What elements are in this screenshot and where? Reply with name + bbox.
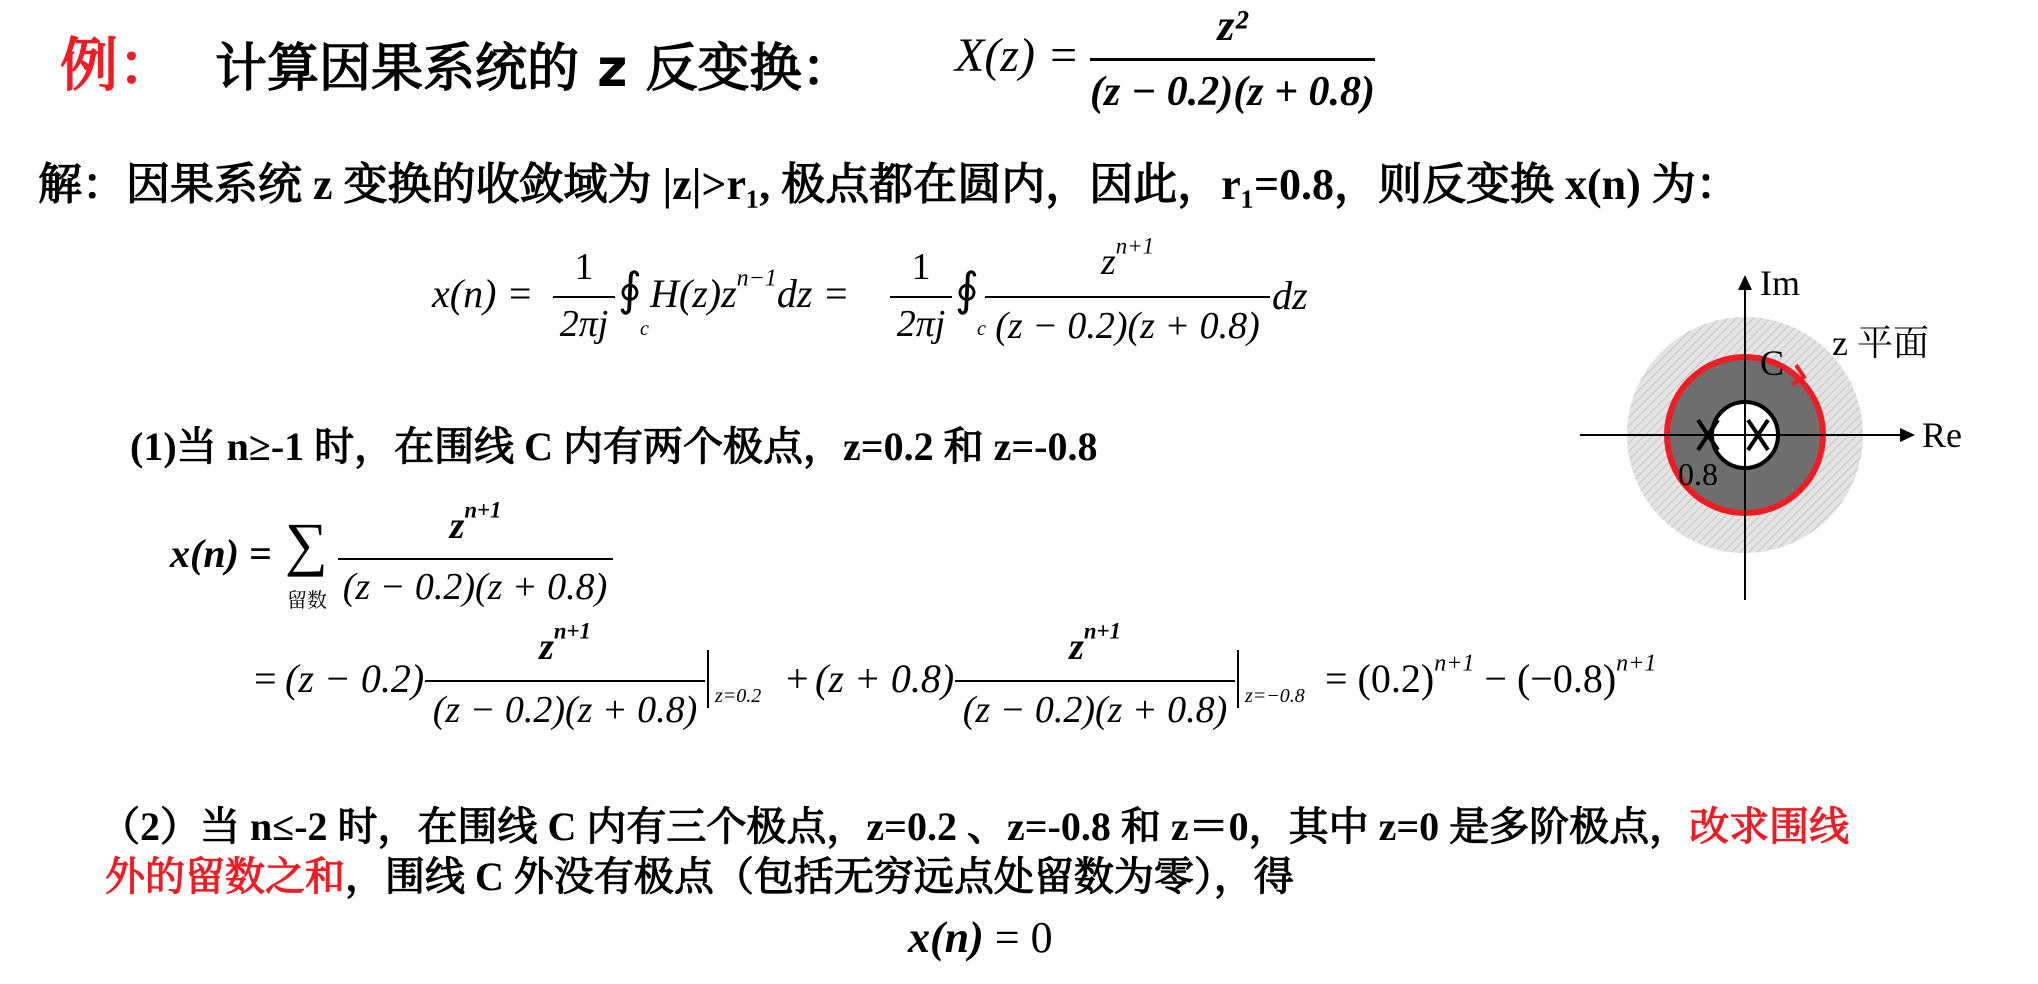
integral-frac1-num: 1: [574, 246, 594, 288]
case2-line2-highlight: 外的留数之和: [105, 854, 345, 899]
contour-label: C: [1760, 343, 1785, 383]
result-prefix: = (0.2): [1325, 656, 1435, 701]
integral-frac3-num-power: n+1: [1115, 233, 1154, 259]
integral-frac1-den: 2πj: [559, 303, 609, 345]
radius-label: 0.8: [1678, 456, 1718, 492]
sigma-symbol: ∑: [285, 511, 328, 577]
contour-integral-symbol-1: ∮: [618, 264, 642, 315]
z-plane-diagram: [1570, 255, 2010, 610]
sum-lhs: x(n) =: [170, 531, 272, 576]
expansion-frac2-num: [955, 618, 1235, 669]
final-result: [908, 912, 1053, 963]
case2-line2-text: ，围线 C 外没有极点（包括无穷远点处留数为零），得: [345, 854, 1294, 899]
integral-frac2-bar: [890, 296, 952, 298]
integral-dz-1: dz =: [776, 271, 850, 316]
expansion-frac1-num-base: z: [539, 626, 554, 668]
header-formula-denominator: (z − 0.2)(z + 0.8): [1089, 69, 1376, 115]
integral-frac3-den: (z − 0.2)(z + 0.8): [995, 305, 1260, 347]
integral-sub-c2: c: [977, 318, 986, 340]
example-label: 例：: [60, 31, 177, 99]
expansion-factor1: (z − 0.2): [285, 656, 425, 701]
re-axis-arrow: [1900, 428, 1915, 442]
sum-frac-den: (z − 0.2)(z + 0.8): [342, 566, 608, 608]
case2-line2: [105, 845, 1294, 902]
result-power-2: n+1: [1616, 650, 1657, 677]
task-title: 计算因果系统的 z 反变换：: [215, 39, 854, 99]
case2-line1: [100, 795, 1849, 852]
result-mid: − (−0.8): [1474, 656, 1617, 701]
result-power-1: n+1: [1434, 650, 1475, 677]
integral-frac2-den: 2πj: [896, 303, 946, 345]
eval-bar-1: [707, 650, 709, 708]
expansion-frac2-den: (z − 0.2)(z + 0.8): [962, 689, 1228, 731]
expansion-frac2-bar: [955, 680, 1235, 682]
integrand-1-base: H(z)z: [650, 271, 737, 316]
expansion-frac1-bar: [425, 680, 705, 682]
sum-frac-num: [338, 497, 613, 548]
im-label: Im: [1760, 263, 1800, 303]
solution-statement: 解：因果系统 z 变换的收敛域为 |z|>r₁, 极点都在圆内，因此，r₁=0.8，则反变换 x(n) 为：: [38, 160, 1740, 209]
header-formula-lhs: X(z) =: [955, 29, 1080, 82]
sum-frac-bar: [338, 558, 613, 560]
integrand-1-power: n−1: [736, 265, 777, 292]
integral-lhs: x(n) =: [432, 271, 534, 316]
integral-dz-2: dz: [1272, 273, 1308, 318]
expansion-frac1-num: [425, 618, 705, 669]
expansion-frac1-num-power: n+1: [553, 618, 591, 644]
sigma-subscript: 留数: [287, 588, 327, 612]
expansion-eq: =: [254, 656, 277, 701]
integral-sub-c1: c: [640, 318, 649, 340]
header-fraction-bar: [1090, 58, 1375, 61]
header-formula-numerator: z²: [1217, 1, 1248, 50]
integral-frac2-num: 1: [911, 246, 931, 288]
integrand-1: [650, 265, 850, 317]
expansion-frac2-num-base: z: [1069, 626, 1084, 668]
expansion-plus: +: [786, 656, 809, 701]
final-rhs: = 0: [983, 913, 1053, 962]
case2-line1-text: （2）当 n≤-2 时，在围线 C 内有三个极点，z=0.2 、z=-0.8 和 z＝0，其中 z=0 是多阶极点，: [100, 804, 1690, 849]
expansion-frac1-den: (z − 0.2)(z + 0.8): [432, 689, 698, 731]
eval-point-2: z=−0.8: [1245, 685, 1305, 707]
integral-frac3-num: [985, 233, 1270, 284]
eval-bar-2: [1237, 650, 1239, 708]
eval-point-1: z=0.2: [715, 685, 762, 707]
integral-frac3-bar: [985, 296, 1270, 298]
integral-frac3-num-base: z: [1101, 241, 1116, 283]
expansion-result: [1325, 650, 1657, 702]
expansion-factor2: (z + 0.8): [815, 656, 955, 701]
integral-frac1-bar: [553, 296, 615, 298]
final-lhs: x(n): [908, 913, 984, 962]
case2-line1-highlight: 改求围线: [1689, 804, 1850, 849]
expansion-frac2-num-power: n+1: [1083, 618, 1121, 644]
re-label: Re: [1922, 415, 1962, 455]
sum-frac-num-power: n+1: [464, 497, 502, 523]
contour-integral-symbol-2: ∮: [955, 264, 979, 315]
im-axis-arrow: [1738, 275, 1752, 290]
case1-statement: (1)当 n≥-1 时，在围线 C 内有两个极点，z=0.2 和 z=-0.8: [130, 424, 1098, 469]
sum-frac-num-base: z: [449, 505, 465, 547]
plane-label: z 平面: [1832, 323, 1929, 363]
